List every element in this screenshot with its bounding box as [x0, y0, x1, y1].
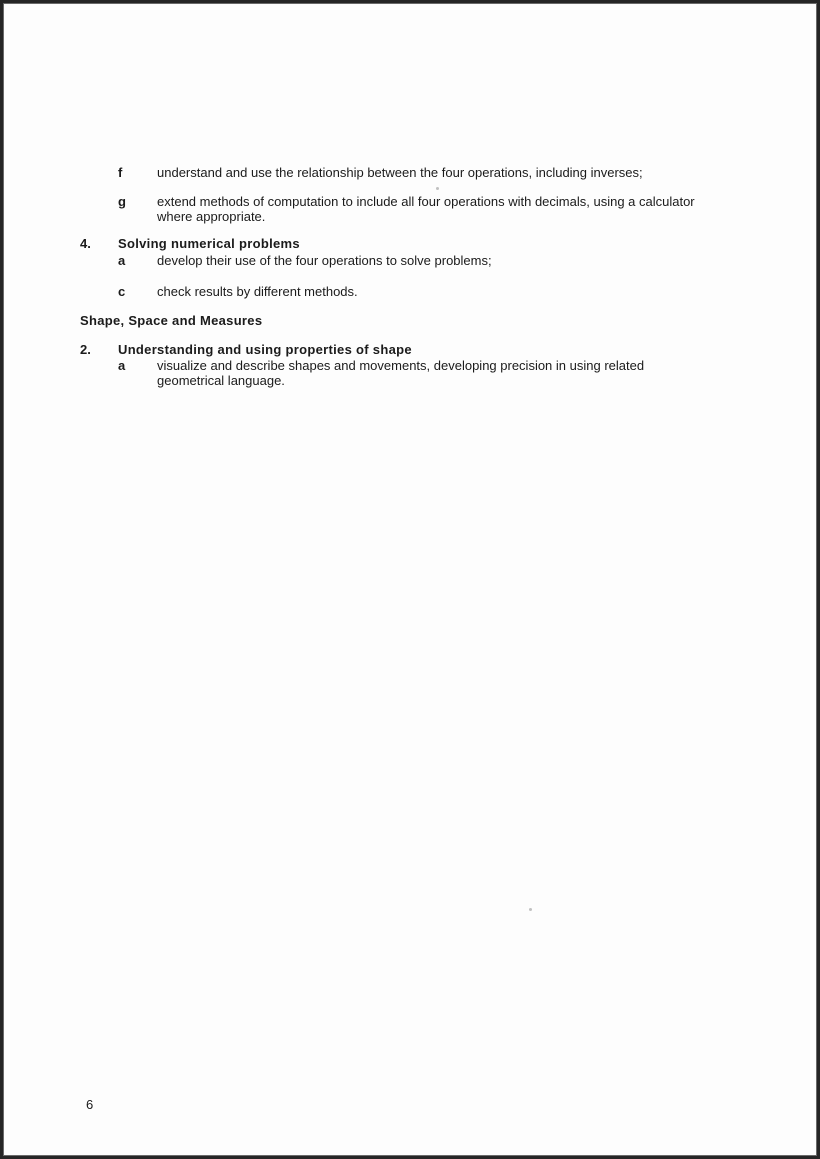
- section-4-number: 4.: [80, 236, 91, 251]
- item-4a-letter: a: [118, 253, 126, 268]
- page-content: [80, 165, 750, 388]
- item-4a-text: develop their use of the four operations to solve problems;: [157, 253, 492, 268]
- item-2a-letter: a: [118, 358, 126, 373]
- scan-artifact-dot: [436, 187, 439, 190]
- item-f-letter: f: [118, 165, 123, 180]
- item-2a-text: [157, 358, 749, 388]
- item-2a-line-1: visualize and describe shapes and movements, developing precision in using related: [157, 358, 645, 373]
- section-2-title: Understanding and using properties of shape: [118, 342, 412, 357]
- section-4-title: Solving numerical problems: [118, 236, 300, 251]
- shape-space-measures-title: Shape, Space and Measures: [80, 313, 263, 328]
- list-item-f: [118, 165, 750, 180]
- shape-space-measures-heading: [80, 313, 750, 328]
- page-number: 6: [86, 1097, 94, 1112]
- list-item-4c: [118, 284, 750, 299]
- list-item-g: [118, 194, 750, 224]
- list-item-2a: [118, 358, 750, 388]
- item-g-letter: g: [118, 194, 126, 209]
- scan-artifact-dot: [529, 908, 532, 911]
- item-g-line-2: where appropriate.: [157, 209, 266, 224]
- item-2a-line-2: geometrical language.: [157, 373, 285, 388]
- list-item-4a: [118, 253, 750, 268]
- item-f-text: understand and use the relationship between the four operations, including inverses;: [157, 165, 643, 180]
- item-g-text: [157, 194, 749, 224]
- item-g-line-1: extend methods of computation to include all four operations with decimals, using a calculator: [157, 194, 695, 209]
- section-4-heading: [80, 236, 750, 251]
- section-2-number: 2.: [80, 342, 91, 357]
- item-4c-letter: c: [118, 284, 126, 299]
- item-4c-text: check results by different methods.: [157, 284, 358, 299]
- section-2-heading: [80, 342, 750, 357]
